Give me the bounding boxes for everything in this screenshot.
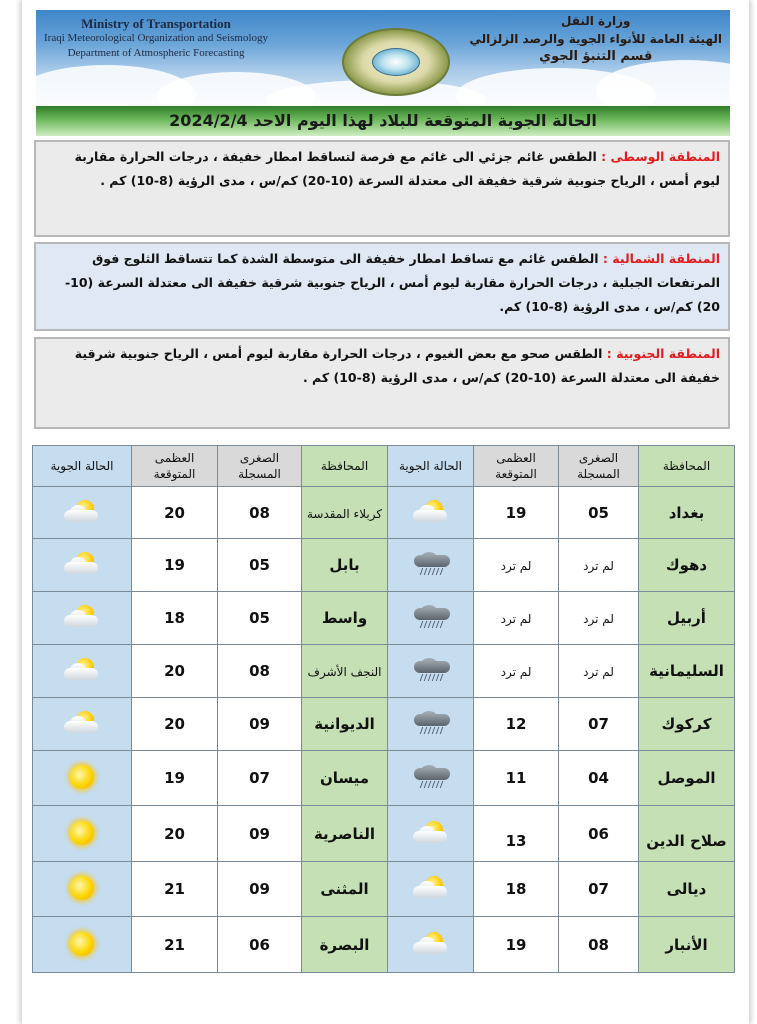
table-row xyxy=(33,487,735,539)
organization-name-en: Iraqi Meteorological Organization and Seismology xyxy=(44,32,269,44)
rain-cloud-icon xyxy=(411,711,451,737)
weather-cell xyxy=(33,698,132,751)
weather-cell xyxy=(388,862,474,917)
max-temp-cell: 20 xyxy=(132,487,218,539)
header-min-recorded: الصغرى المسجلة xyxy=(559,446,639,487)
max-temp-cell: 11 xyxy=(474,751,559,806)
max-temp-cell: 18 xyxy=(132,592,218,645)
min-temp-cell: 08 xyxy=(218,645,302,698)
weather-cell xyxy=(33,751,132,806)
max-temp-cell: 12 xyxy=(474,698,559,751)
min-temp-cell: 07 xyxy=(559,862,639,917)
weather-cell xyxy=(388,645,474,698)
partly-cloudy-icon xyxy=(62,552,102,578)
weather-cell xyxy=(33,645,132,698)
min-temp-cell: 09 xyxy=(218,862,302,917)
table-row xyxy=(33,592,735,645)
weather-cell xyxy=(33,487,132,539)
region-label: المنطقة الشمالية : xyxy=(602,251,720,266)
max-temp-cell: 13 xyxy=(474,806,559,862)
governorate-cell: الموصل xyxy=(639,751,735,806)
organization-logo xyxy=(342,28,450,96)
partly-cloudy-icon xyxy=(411,500,451,526)
max-temp-cell: 19 xyxy=(132,539,218,592)
rain-cloud-icon xyxy=(411,658,451,684)
governorate-cell: ميسان xyxy=(302,751,388,806)
governorate-cell: النجف الأشرف xyxy=(302,645,388,698)
region-text: الطقس صحو مع بعض الغيوم ، درجات الحرارة مقاربة ليوم أمس ، الرياح جنوبية شرقية خفيفة الى معتدلة السرعة (10-20) كم/س ، مدى الرؤية (8-10) كم . xyxy=(74,346,720,385)
region-forecast-south xyxy=(34,337,730,429)
ministry-name-en: Ministry of Transportation xyxy=(81,16,231,31)
weather-cell xyxy=(388,751,474,806)
max-temp-cell: 20 xyxy=(132,645,218,698)
region-text: الطقس غائم جزئي الى غائم مع فرصة لتساقط امطار خفيفة ، درجات الحرارة مقاربة ليوم أمس ، الرياح جنوبية شرقية خفيفة الى معتدلة السرعة (10-20) كم/س ، مدى الرؤية (8-10) كم . xyxy=(74,149,720,188)
governorate-cell: ديالى xyxy=(639,862,735,917)
temperature-table xyxy=(32,445,735,973)
max-temp-cell: لم ترد xyxy=(474,539,559,592)
table-row xyxy=(33,645,735,698)
partly-cloudy-icon xyxy=(62,658,102,684)
max-temp-cell: 20 xyxy=(132,698,218,751)
sun-icon xyxy=(62,876,102,902)
max-temp-cell: 19 xyxy=(474,917,559,973)
governorate-cell: كربلاء المقدسة xyxy=(302,487,388,539)
department-name-ar: قسم التنبؤ الجوي xyxy=(539,49,653,64)
region-label: المنطقة الجنوبية : xyxy=(606,346,720,361)
min-temp-cell: 04 xyxy=(559,751,639,806)
weather-cell xyxy=(33,806,132,862)
min-temp-cell: 08 xyxy=(218,487,302,539)
organization-name-ar: الهيئة العامة للأنواء الجوية والرصد الزلزالي xyxy=(469,32,722,46)
table-row xyxy=(33,862,735,917)
weather-cell xyxy=(388,592,474,645)
governorate-cell: واسط xyxy=(302,592,388,645)
header-weather: الحالة الجوية xyxy=(33,446,132,487)
weather-cell xyxy=(33,917,132,973)
page-title: الحالة الجوية المتوقعة للبلاد لهذا اليوم الاحد 2024/2/4 xyxy=(36,106,730,136)
partly-cloudy-icon xyxy=(62,711,102,737)
min-temp-cell: لم ترد xyxy=(559,539,639,592)
header-max-expected: العظمى المتوقعة xyxy=(132,446,218,487)
min-temp-cell: 07 xyxy=(559,698,639,751)
governorate-cell: السليمانية xyxy=(639,645,735,698)
table-row xyxy=(33,751,735,806)
weather-cell xyxy=(388,917,474,973)
min-temp-cell: 06 xyxy=(559,806,639,862)
governorate-cell: الناصرية xyxy=(302,806,388,862)
region-forecast-central xyxy=(34,140,730,237)
governorate-cell: صلاح الدين xyxy=(639,806,735,862)
region-label: المنطقة الوسطى : xyxy=(601,149,720,164)
header-banner xyxy=(36,10,730,106)
min-temp-cell: لم ترد xyxy=(559,592,639,645)
weather-cell xyxy=(388,806,474,862)
header-governorate: المحافظة xyxy=(639,446,735,487)
partly-cloudy-icon xyxy=(411,821,451,847)
header-min-recorded: الصغرى المسجلة xyxy=(218,446,302,487)
max-temp-cell: 21 xyxy=(132,862,218,917)
governorate-cell: الديوانية xyxy=(302,698,388,751)
region-forecast-north xyxy=(34,242,730,331)
partly-cloudy-icon xyxy=(62,500,102,526)
min-temp-cell: 05 xyxy=(559,487,639,539)
rain-cloud-icon xyxy=(411,765,451,791)
governorate-cell: المثنى xyxy=(302,862,388,917)
max-temp-cell: 18 xyxy=(474,862,559,917)
min-temp-cell: 07 xyxy=(218,751,302,806)
governorate-cell: أربيل xyxy=(639,592,735,645)
weather-cell xyxy=(388,539,474,592)
sun-icon xyxy=(62,932,102,958)
governorate-cell: بابل xyxy=(302,539,388,592)
weather-cell xyxy=(33,592,132,645)
table-row xyxy=(33,917,735,973)
max-temp-cell: لم ترد xyxy=(474,592,559,645)
governorate-cell: الأنبار xyxy=(639,917,735,973)
weather-cell xyxy=(33,539,132,592)
governorate-cell: البصرة xyxy=(302,917,388,973)
min-temp-cell: 06 xyxy=(218,917,302,973)
rain-cloud-icon xyxy=(411,605,451,631)
max-temp-cell: 19 xyxy=(132,751,218,806)
governorate-cell: كركوك xyxy=(639,698,735,751)
header-governorate: المحافظة xyxy=(302,446,388,487)
header-english xyxy=(44,16,268,61)
header-max-expected: العظمى المتوقعة xyxy=(474,446,559,487)
min-temp-cell: 09 xyxy=(218,698,302,751)
min-temp-cell: 05 xyxy=(218,539,302,592)
min-temp-cell: لم ترد xyxy=(559,645,639,698)
ministry-name-ar: وزارة النقل xyxy=(561,14,631,28)
table-row xyxy=(33,806,735,862)
max-temp-cell: 19 xyxy=(474,487,559,539)
table-row xyxy=(33,698,735,751)
partly-cloudy-icon xyxy=(411,932,451,958)
max-temp-cell: 20 xyxy=(132,806,218,862)
partly-cloudy-icon xyxy=(62,605,102,631)
header-arabic xyxy=(470,12,722,66)
max-temp-cell: 21 xyxy=(132,917,218,973)
rain-cloud-icon xyxy=(411,552,451,578)
min-temp-cell: 09 xyxy=(218,806,302,862)
min-temp-cell: 08 xyxy=(559,917,639,973)
department-name-en: Department of Atmospheric Forecasting xyxy=(67,47,245,59)
governorate-cell: بغداد xyxy=(639,487,735,539)
governorate-cell: دهوك xyxy=(639,539,735,592)
table-row xyxy=(33,539,735,592)
header-weather: الحالة الجوية xyxy=(388,446,474,487)
sun-icon xyxy=(62,821,102,847)
partly-cloudy-icon xyxy=(411,876,451,902)
min-temp-cell: 05 xyxy=(218,592,302,645)
weather-cell xyxy=(388,487,474,539)
table-header-row xyxy=(33,446,735,487)
region-text: الطقس غائم مع تساقط امطار خفيفة الى متوسطة الشدة كما تتساقط الثلوج فوق المرتفعات الجبلية ، درجات الحرارة مقاربة ليوم أمس ، الرياح جنوبية شرقية خفيفة الى معتدلة السرعة (10-20) كم/س ، مدى الرؤية (8-10) كم. xyxy=(64,251,720,314)
logo-emblem-icon xyxy=(372,48,420,76)
sun-icon xyxy=(62,765,102,791)
weather-cell xyxy=(33,862,132,917)
weather-cell xyxy=(388,698,474,751)
max-temp-cell: لم ترد xyxy=(474,645,559,698)
